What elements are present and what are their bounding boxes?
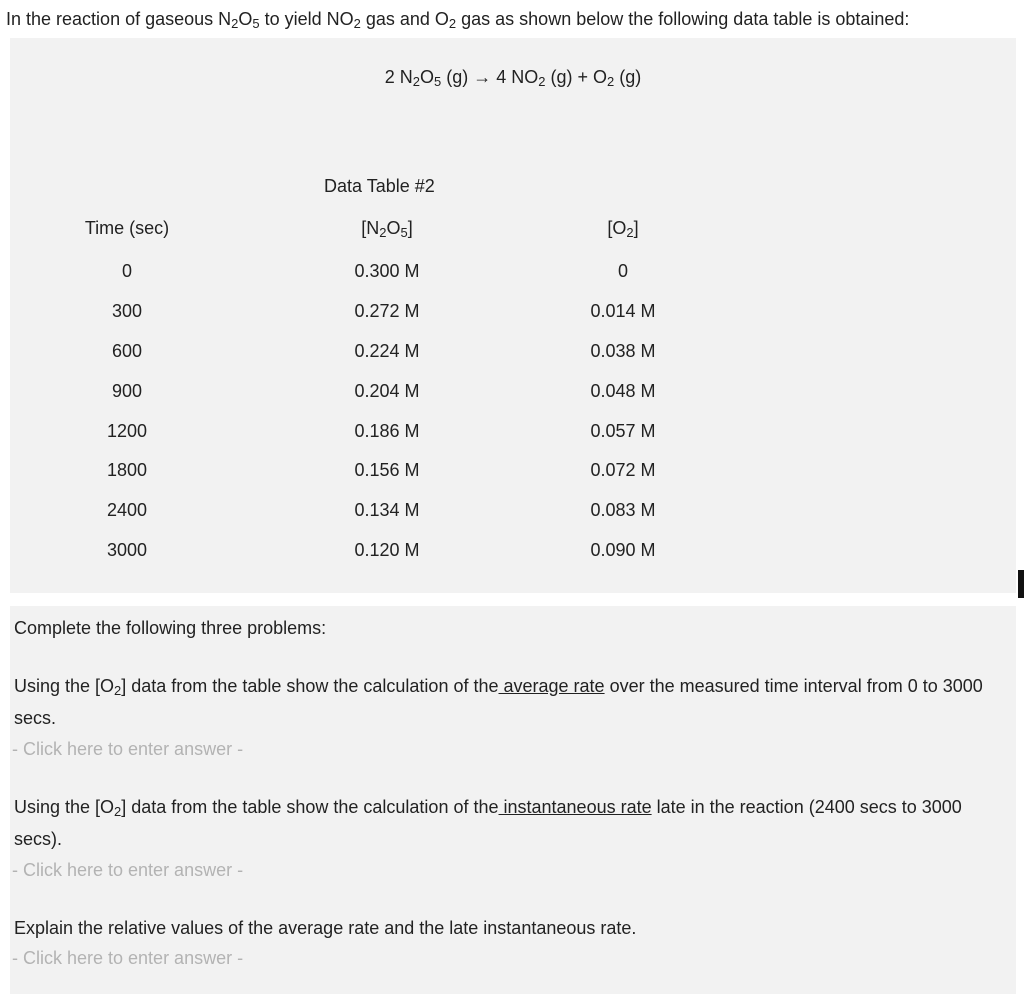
answer-field-1[interactable]: - Click here to enter answer - bbox=[12, 739, 244, 759]
cell-time: 1800 bbox=[106, 460, 148, 480]
cell-time: 900 bbox=[111, 381, 143, 401]
cell-n2o5: 0.156 M bbox=[354, 460, 420, 480]
question-3: Explain the relative values of the average rate and the late instantaneous rate. bbox=[14, 918, 637, 938]
cell-time: 300 bbox=[111, 301, 143, 321]
answer-field-2[interactable]: - Click here to enter answer - bbox=[12, 860, 244, 880]
cell-time: 600 bbox=[111, 341, 143, 361]
cell-time: 2400 bbox=[106, 500, 148, 520]
cell-o2: 0.083 M bbox=[590, 500, 656, 520]
question-1: Using the $[O_2]$ data from the table show the calculation of the average rate over the measured time interval from 0 to 3000 secs. bbox=[14, 676, 983, 728]
cell-time: 0 bbox=[121, 261, 132, 281]
header-n2o5: $[N_2O_5]$ bbox=[361, 218, 413, 241]
cell-time: 1200 bbox=[106, 421, 148, 441]
cell-o2: 0.072 M bbox=[590, 460, 656, 480]
problems-heading: Complete the following three problems: bbox=[14, 618, 327, 638]
average-rate-term: average rate bbox=[498, 676, 605, 696]
cell-n2o5: 0.272 M bbox=[354, 301, 420, 321]
cell-time: 3000 bbox=[106, 540, 148, 560]
problems-panel bbox=[10, 606, 1016, 994]
cell-o2: 0.048 M bbox=[590, 381, 656, 401]
cell-n2o5: 0.134 M bbox=[354, 500, 420, 520]
cell-o2: 0.057 M bbox=[590, 421, 656, 441]
header-time: Time (sec) bbox=[84, 218, 170, 238]
table-title: Data Table #2 bbox=[324, 176, 435, 196]
cell-o2: 0.038 M bbox=[590, 341, 656, 361]
answer-field-3[interactable]: - Click here to enter answer - bbox=[12, 948, 244, 968]
cell-n2o5: 0.204 M bbox=[354, 381, 420, 401]
edge-marker bbox=[1018, 570, 1024, 598]
cell-n2o5: 0.186 M bbox=[354, 421, 420, 441]
question-2: Using the $[O_2]$ data from the table show the calculation of the instantaneous rate late in the reaction (2400 secs to 3000 secs). bbox=[14, 797, 962, 849]
header-o2: $[O_2]$ bbox=[607, 218, 639, 241]
cell-o2: 0.014 M bbox=[590, 301, 656, 321]
reaction-equation: 2 $N_2O_5$ (g) → 4 $NO_2$ $(g) + O_2$ (g) bbox=[384, 67, 642, 90]
instantaneous-rate-term: instantaneous rate bbox=[498, 797, 652, 817]
intro-text: In the reaction of gaseous $N_2O_5$ to yield $NO_2$ gas and $O_2$ gas as shown below the following data table is obtained: bbox=[6, 9, 910, 32]
cell-n2o5: 0.300 M bbox=[354, 261, 420, 281]
cell-o2: 0.090 M bbox=[590, 540, 656, 560]
data-panel bbox=[10, 38, 1016, 593]
cell-n2o5: 0.120 M bbox=[354, 540, 420, 560]
cell-o2: 0 bbox=[617, 261, 628, 281]
cell-n2o5: 0.224 M bbox=[354, 341, 420, 361]
